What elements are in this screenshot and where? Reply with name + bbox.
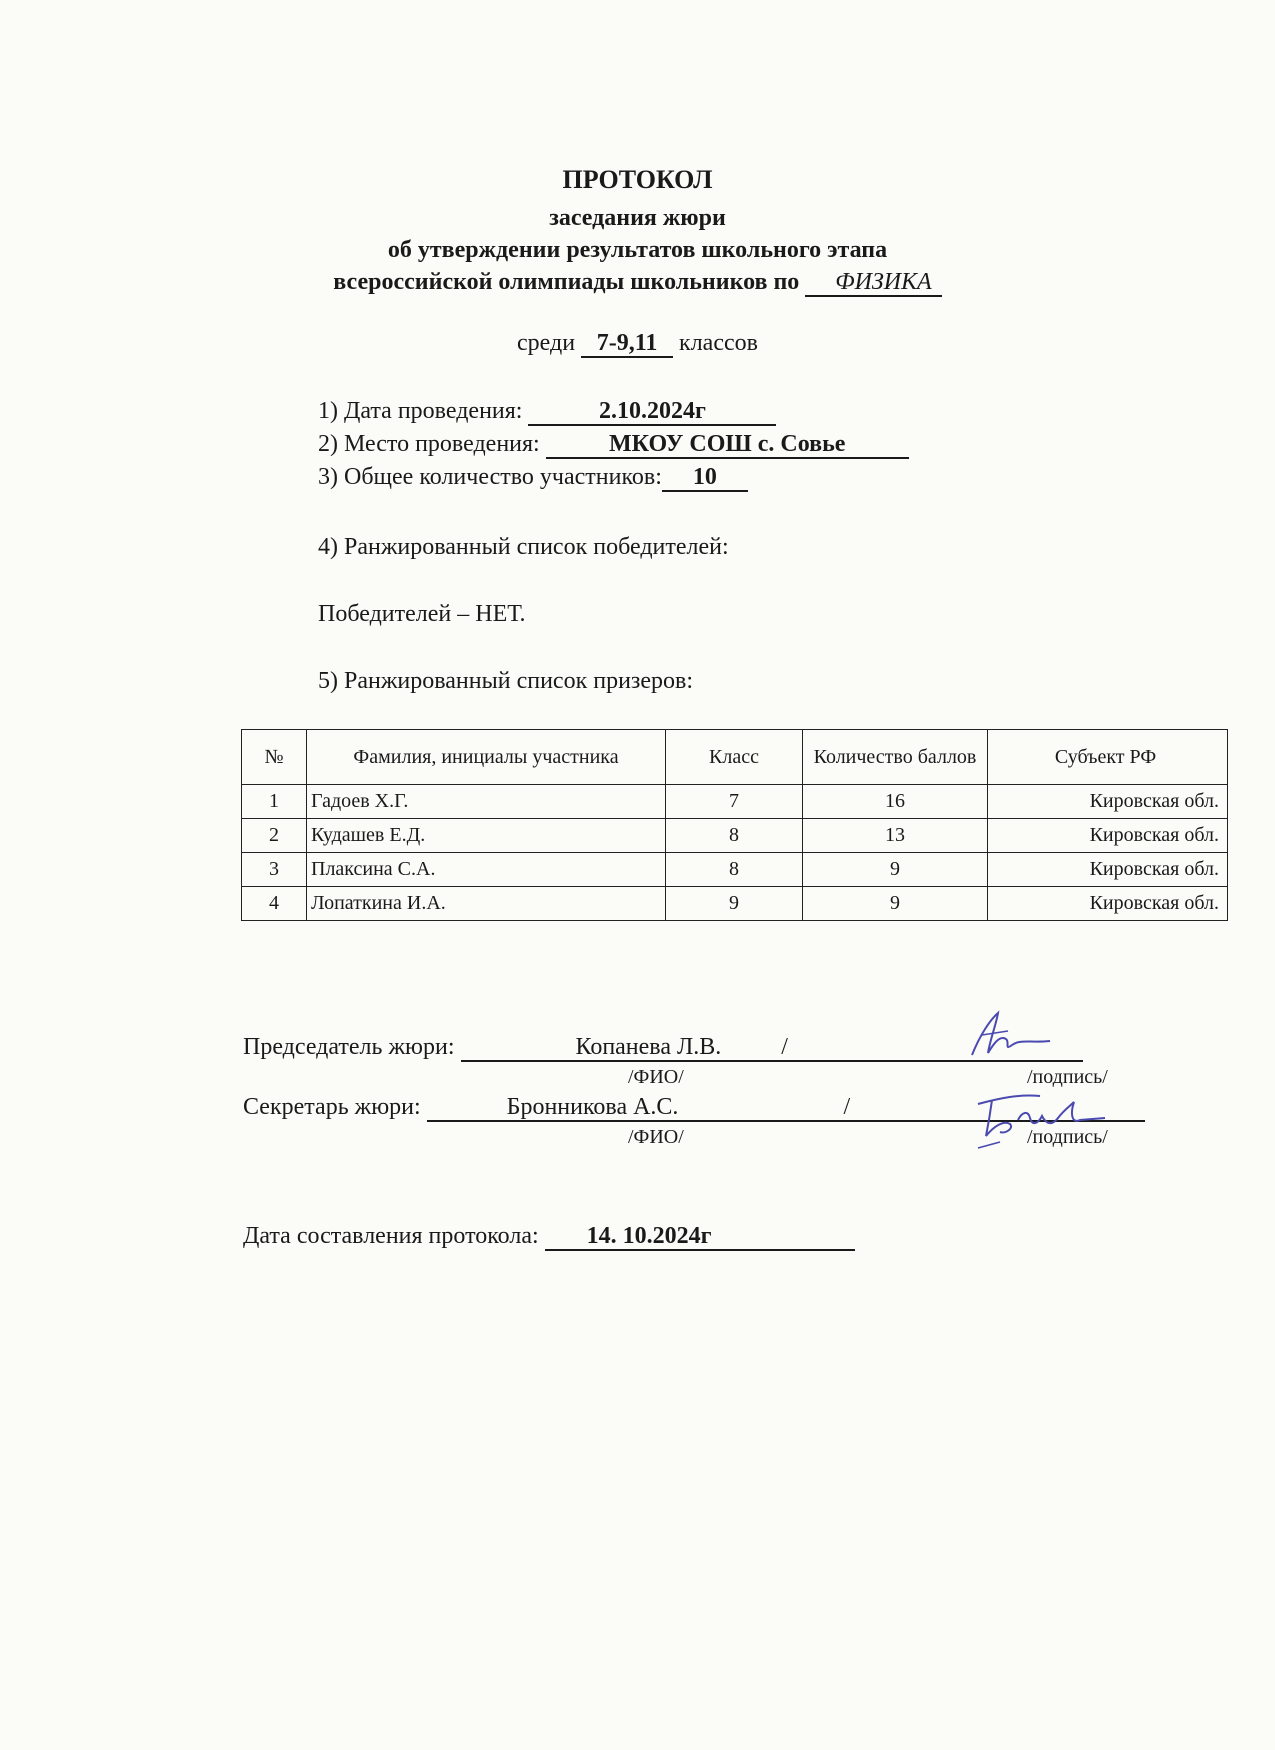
- grades-value: 7-9,11: [581, 330, 673, 358]
- subject-field: [805, 269, 941, 297]
- header-class: Класс: [666, 730, 803, 785]
- chair-label: Председатель жюри:: [243, 1034, 455, 1060]
- table-row: [242, 853, 1228, 887]
- row-class: 8: [666, 853, 803, 887]
- place-value: МКОУ СОШ с. Совье: [546, 431, 909, 459]
- title-line-3: [0, 269, 1275, 297]
- row-number: 3: [242, 853, 307, 887]
- secretary-signature-caption: /подпись/: [1027, 1126, 1108, 1148]
- row-region: Кировская обл.: [988, 785, 1228, 819]
- row-number: 1: [242, 785, 307, 819]
- row-class: 9: [666, 887, 803, 921]
- winners-text: Победителей – НЕТ.: [318, 601, 526, 627]
- row-class: 8: [666, 819, 803, 853]
- row-region: Кировская обл.: [988, 853, 1228, 887]
- header-score: Количество баллов: [803, 730, 988, 785]
- secretary-signature-image: [970, 1080, 1110, 1150]
- place-label: 2) Место проведения:: [318, 431, 540, 457]
- row-name: Лопаткина И.А.: [307, 887, 666, 921]
- header-number: №: [242, 730, 307, 785]
- row-score: 9: [803, 887, 988, 921]
- table-row: [242, 785, 1228, 819]
- row-name: Плаксина С.А.: [307, 853, 666, 887]
- winners-heading: 4) Ранжированный список победителей:: [318, 534, 729, 560]
- secretary-separator: /: [843, 1094, 851, 1120]
- row-region: Кировская обл.: [988, 887, 1228, 921]
- date-line: [318, 398, 776, 426]
- chair-signature-caption: /подпись/: [1027, 1066, 1108, 1088]
- place-line: [318, 431, 909, 459]
- chair-signature-image: [960, 1005, 1070, 1075]
- title-line-2: об утверждении результатов школьного этапа: [387, 237, 888, 263]
- row-region: Кировская обл.: [988, 819, 1228, 853]
- title-line-1: заседания жюри: [549, 205, 726, 231]
- table-header-row: [242, 730, 1228, 785]
- chair-line: [243, 1034, 1083, 1062]
- row-name: Гадоев Х.Г.: [307, 785, 666, 819]
- subject-value: ФИЗИКА: [835, 269, 932, 295]
- compiled-value: 14. 10.2024г: [545, 1223, 855, 1251]
- row-name: Кудашев Е.Д.: [307, 819, 666, 853]
- chair-separator: /: [781, 1034, 788, 1060]
- olympiad-prefix: всероссийской олимпиады школьников по: [333, 269, 800, 295]
- chair-fio-caption: /ФИО/: [628, 1066, 684, 1088]
- prizes-table: [241, 729, 1228, 921]
- count-value: 10: [662, 464, 748, 492]
- grades-suffix: классов: [679, 330, 758, 356]
- grades-line: [0, 330, 1275, 358]
- chair-name: Копанева Л.В.: [575, 1034, 722, 1060]
- row-score: 9: [803, 853, 988, 887]
- table-row: [242, 819, 1228, 853]
- header-region: Субъект РФ: [988, 730, 1228, 785]
- row-score: 13: [803, 819, 988, 853]
- document-title: ПРОТОКОЛ: [562, 165, 713, 194]
- secretary-name: Бронникова А.С.: [506, 1094, 679, 1120]
- compiled-label: Дата составления протокола:: [243, 1223, 539, 1249]
- prizes-heading: 5) Ранжированный список призеров:: [318, 668, 694, 694]
- count-label: 3) Общее количество участников:: [318, 464, 662, 490]
- secretary-fio-caption: /ФИО/: [628, 1126, 684, 1148]
- compiled-line: [243, 1223, 855, 1251]
- row-class: 7: [666, 785, 803, 819]
- secretary-label: Секретарь жюри:: [243, 1094, 421, 1120]
- row-number: 2: [242, 819, 307, 853]
- row-score: 16: [803, 785, 988, 819]
- grades-prefix: среди: [517, 330, 576, 356]
- table-row: [242, 887, 1228, 921]
- date-value: 2.10.2024г: [528, 398, 776, 426]
- count-line: [318, 464, 748, 492]
- date-label: 1) Дата проведения:: [318, 398, 523, 424]
- row-number: 4: [242, 887, 307, 921]
- header-name: Фамилия, инициалы участника: [307, 730, 666, 785]
